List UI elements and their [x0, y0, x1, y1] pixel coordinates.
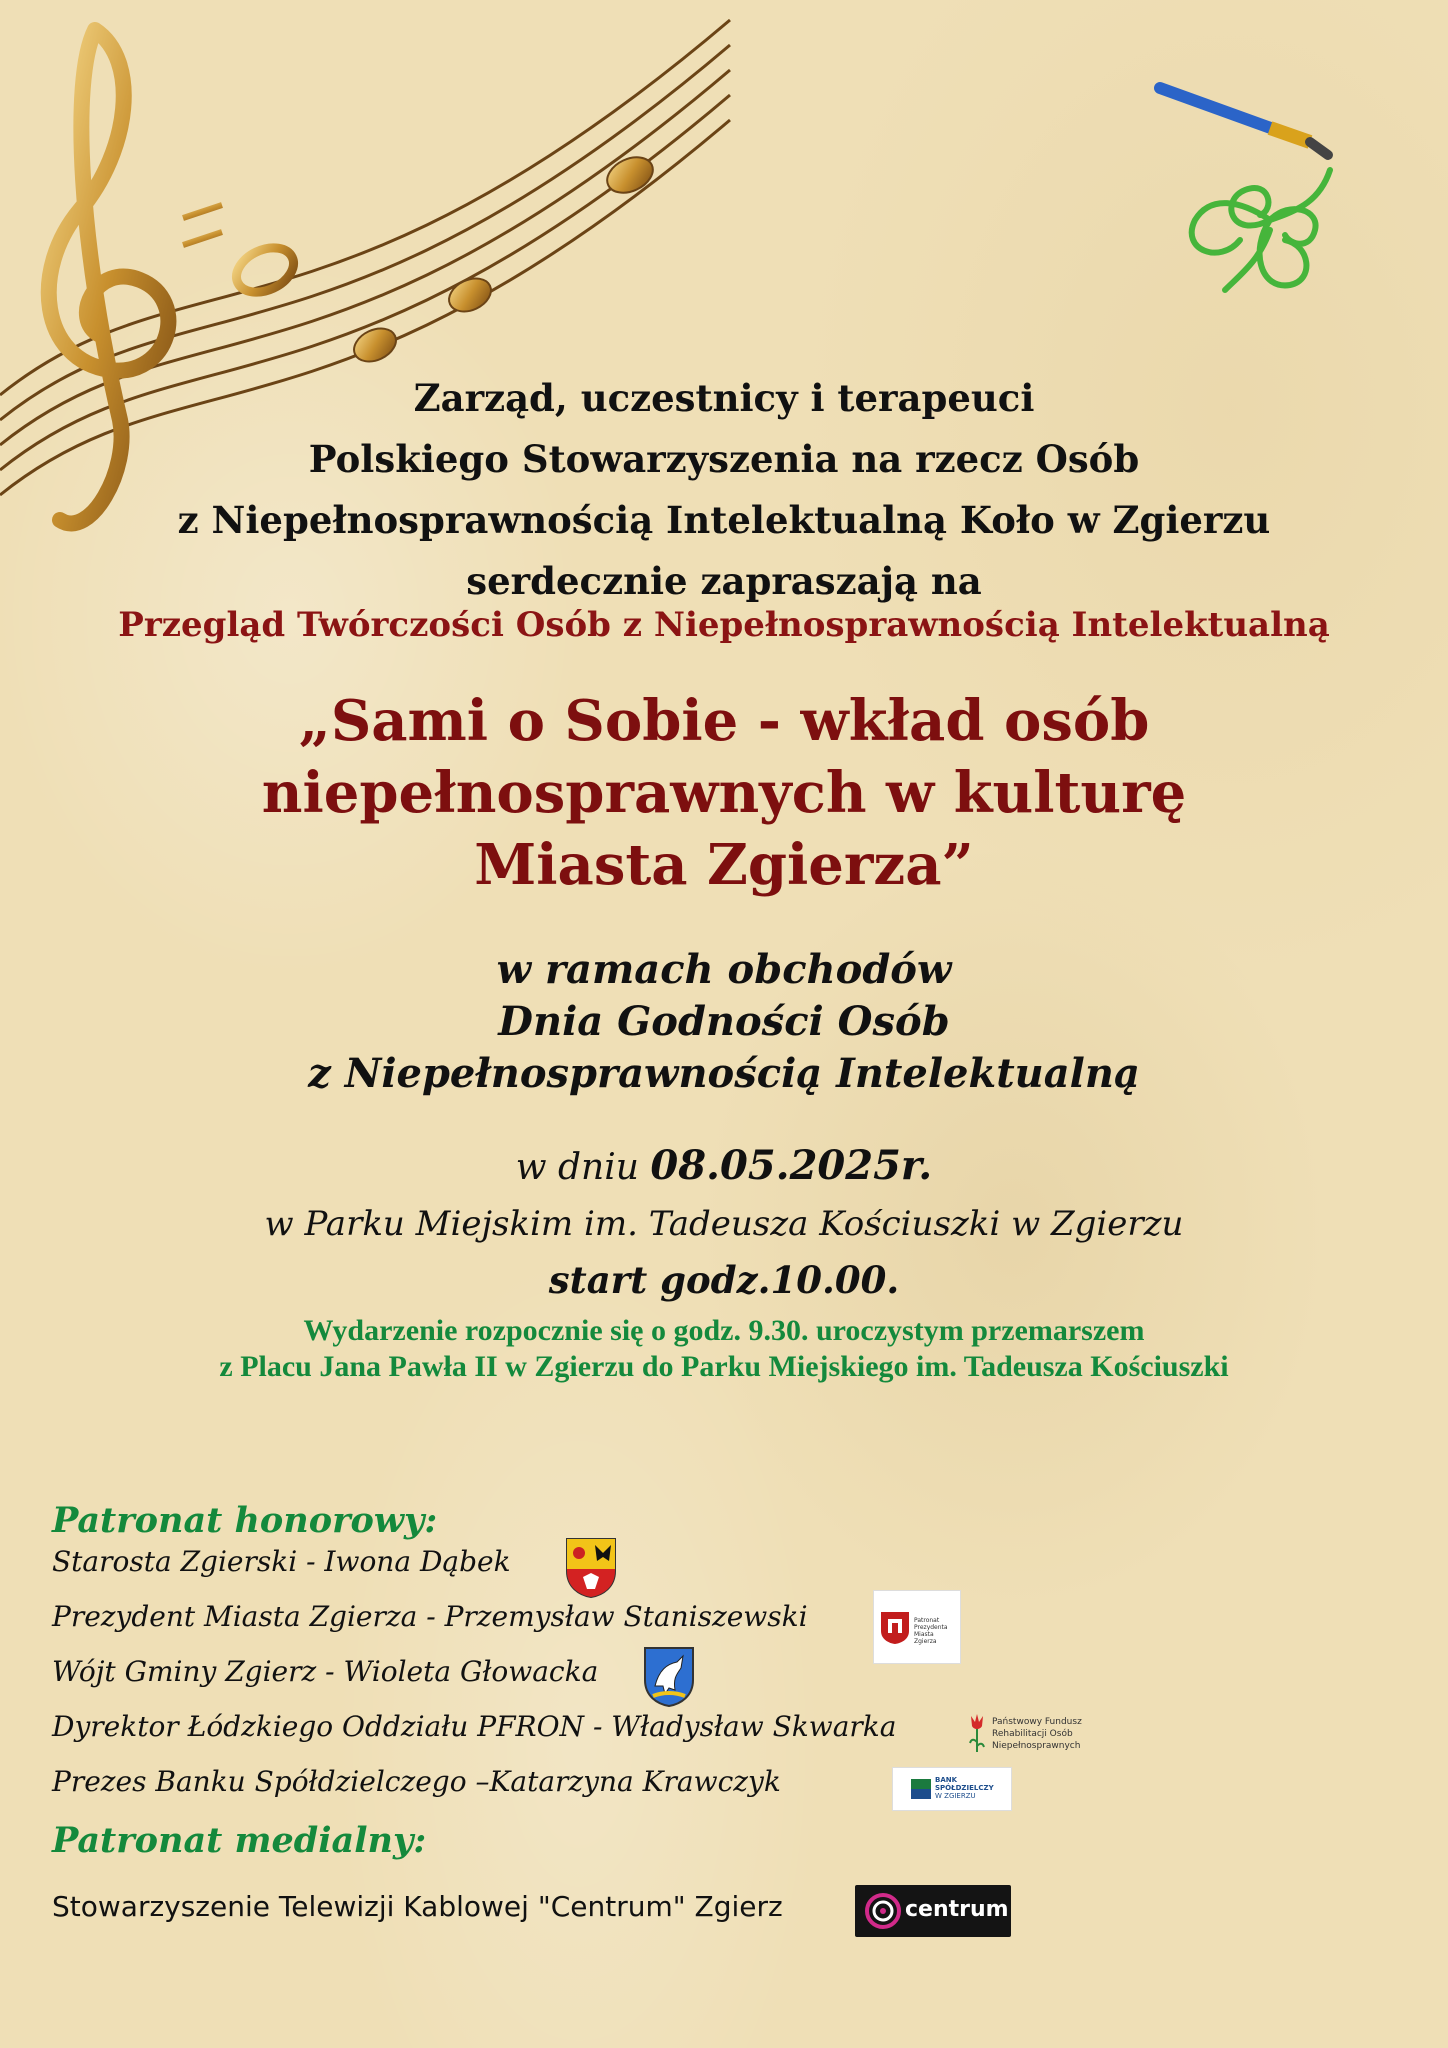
- bank-spoldzielczy-logo: [892, 1767, 1012, 1811]
- organizer-line-3: z Niepełnosprawnością Intelektualną Koło w Zgierzu: [177, 498, 1271, 542]
- patron-item: Wójt Gminy Zgierz - Wioleta Głowacka: [52, 1655, 599, 1688]
- organizer-line-2: Polskiego Stowarzyszenia na rzecz Osób: [308, 437, 1140, 481]
- pfron-text-line: Rehabilitacji Osób: [992, 1729, 1073, 1739]
- pfron-text-line: Niepełnosprawnych: [992, 1741, 1081, 1751]
- music-notes-illustration: [0, 0, 740, 570]
- sharp-icon: [183, 185, 222, 270]
- event-title-line-2: niepełnosprawnych w kulturę: [261, 760, 1187, 826]
- prezydent-patronage-logo: [873, 1590, 961, 1664]
- date-value: 08.05.2025r.: [650, 1142, 933, 1189]
- event-start-time: start godz.10.00.: [548, 1258, 900, 1302]
- patron-item: Starosta Zgierski - Iwona Dąbek: [52, 1545, 511, 1578]
- patron-item: Prezes Banku Spółdzielczego –Katarzyna Krawczyk: [52, 1765, 781, 1798]
- bank-text-line: BANK: [935, 1776, 958, 1784]
- zgierz-city-crest-icon: [880, 1611, 910, 1645]
- event-title-line-1: „Sami o Sobie - wkład osób: [298, 688, 1150, 754]
- centrum-tv-logo: [855, 1885, 1011, 1937]
- paintbrush-clover-illustration: [1150, 80, 1370, 320]
- media-patron-item: Stowarzyszenie Telewizji Kablowej "Centrum" Zgierz: [52, 1890, 783, 1923]
- bank-text-line: SPÓŁDZIELCZY: [935, 1784, 994, 1792]
- organizer-line-1: Zarząd, uczestnicy i terapeuci: [413, 376, 1035, 420]
- event-title-line-3: Miasta Zgierza”: [474, 832, 974, 898]
- powiat-coat-of-arms-icon: [565, 1537, 617, 1599]
- occasion-line-2: Dnia Godności Osób: [498, 998, 950, 1045]
- gmina-coat-of-arms-icon: [643, 1646, 695, 1708]
- bank-text-line: W ZGIERZU: [935, 1792, 976, 1800]
- patron-item: Prezydent Miasta Zgierza - Przemysław Staniszewski: [52, 1600, 808, 1633]
- event-place: w Parku Miejskim im. Tadeusza Kościuszki w Zgierzu: [264, 1204, 1184, 1244]
- patron-item: Dyrektor Łódzkiego Oddziału PFRON - Władysław Skwarka: [52, 1710, 897, 1743]
- clover-icon: [1192, 170, 1330, 290]
- event-date: [0, 1142, 1448, 1189]
- bank-logo-icon: [911, 1779, 931, 1799]
- date-prefix: w dniu: [515, 1147, 651, 1188]
- pfron-text-line: Państwowy Fundusz: [992, 1717, 1082, 1727]
- march-notice-line-2: z Placu Jana Pawła II w Zgierzu do Parku Miejskiego im. Tadeusza Kościuszki: [219, 1350, 1229, 1383]
- occasion-line-3: z Niepełnosprawnością Intelektualną: [308, 1050, 1140, 1097]
- centrum-logo-text: centrum: [905, 1897, 1009, 1922]
- event-subtitle: Przegląd Twórczości Osób z Niepełnosprawnością Intelektualną: [118, 605, 1330, 645]
- invitation-line: serdecznie zapraszają na: [466, 559, 982, 603]
- pfron-tulip-icon: [968, 1712, 986, 1754]
- occasion-line-1: w ramach obchodów: [496, 946, 952, 993]
- prezydent-logo-text: Patronat Prezydenta Miasta Zgierza: [914, 1617, 948, 1645]
- honorary-patronage-heading: Patronat honorowy:: [52, 1500, 438, 1541]
- march-notice-line-1: Wydarzenie rozpocznie się o godz. 9.30. uroczystym przemarszem: [303, 1314, 1145, 1347]
- media-patronage-heading: Patronat medialny:: [52, 1820, 427, 1861]
- centrum-swirl-icon: [863, 1891, 903, 1931]
